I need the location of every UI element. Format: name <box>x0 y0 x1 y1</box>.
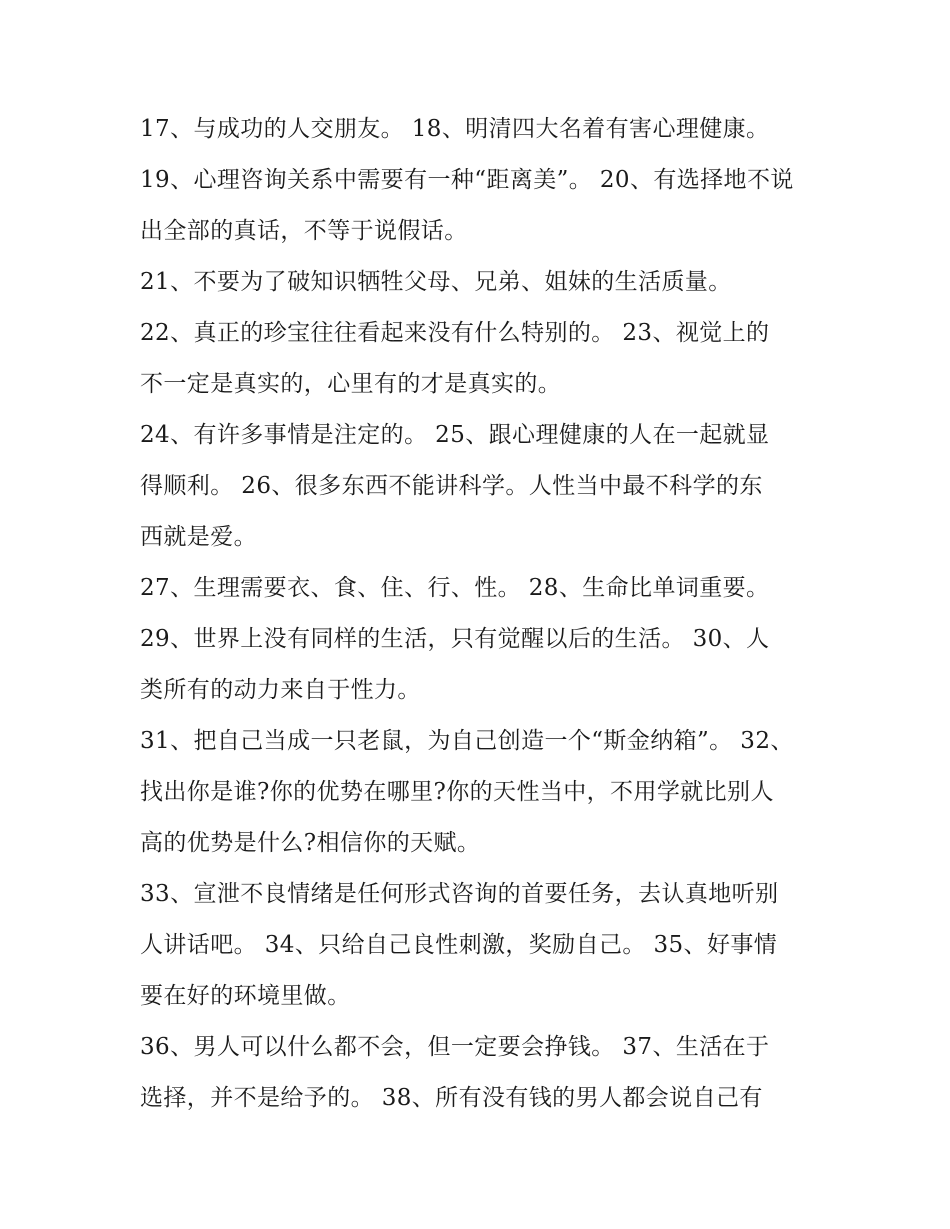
text-line: 36、男人可以什么都不会，但一定要会挣钱。 37、生活在于 <box>140 1034 770 1060</box>
text-line: 17、与成功的人交朋友。 18、明清四大名着有害心理健康。 <box>140 116 770 142</box>
text-line: 31、把自己当成一只老鼠，为自己创造一个“斯金纳箱”。 32、 <box>140 728 794 754</box>
text-line: 27、生理需要衣、食、住、行、性。 28、生命比单词重要。 <box>140 575 770 601</box>
text-line: 22、真正的珍宝往往看起来没有什么特别的。 23、视觉上的 <box>140 320 770 346</box>
text-line: 类所有的动力来自于性力。 <box>140 677 421 703</box>
text-line: 人讲话吧。 34、只给自己良性刺激，奖励自己。 35、好事情 <box>140 932 778 958</box>
text-line: 不一定是真实的，心里有的才是真实的。 <box>140 371 562 397</box>
document-body <box>140 104 830 1124</box>
text-line: 要在好的环境里做。 <box>140 983 351 1009</box>
text-line: 得顺利。 26、很多东西不能讲科学。人性当中最不科学的东 <box>140 473 763 499</box>
text-line: 高的优势是什么?相信你的天赋。 <box>140 830 481 856</box>
text-line: 21、不要为了破知识牺牲父母、兄弟、姐妹的生活质量。 <box>140 269 732 295</box>
text-line: 29、世界上没有同样的生活，只有觉醒以后的生活。 30、人 <box>140 626 770 652</box>
text-line: 33、宣泄不良情绪是任何形式咨询的首要任务，去认真地听别 <box>140 881 779 907</box>
text-line: 19、心理咨询关系中需要有一种“距离美”。 20、有选择地不说 <box>140 167 794 193</box>
text-line: 出全部的真话，不等于说假话。 <box>140 218 468 244</box>
text-line: 西就是爱。 <box>140 524 257 550</box>
text-line: 24、有许多事情是注定的。 25、跟心理健康的人在一起就显 <box>140 422 770 448</box>
text-line: 选择，并不是给予的。 38、所有没有钱的男人都会说自己有 <box>140 1085 763 1111</box>
text-line: 找出你是谁?你的优势在哪里?你的天性当中，不用学就比别人 <box>140 779 774 805</box>
